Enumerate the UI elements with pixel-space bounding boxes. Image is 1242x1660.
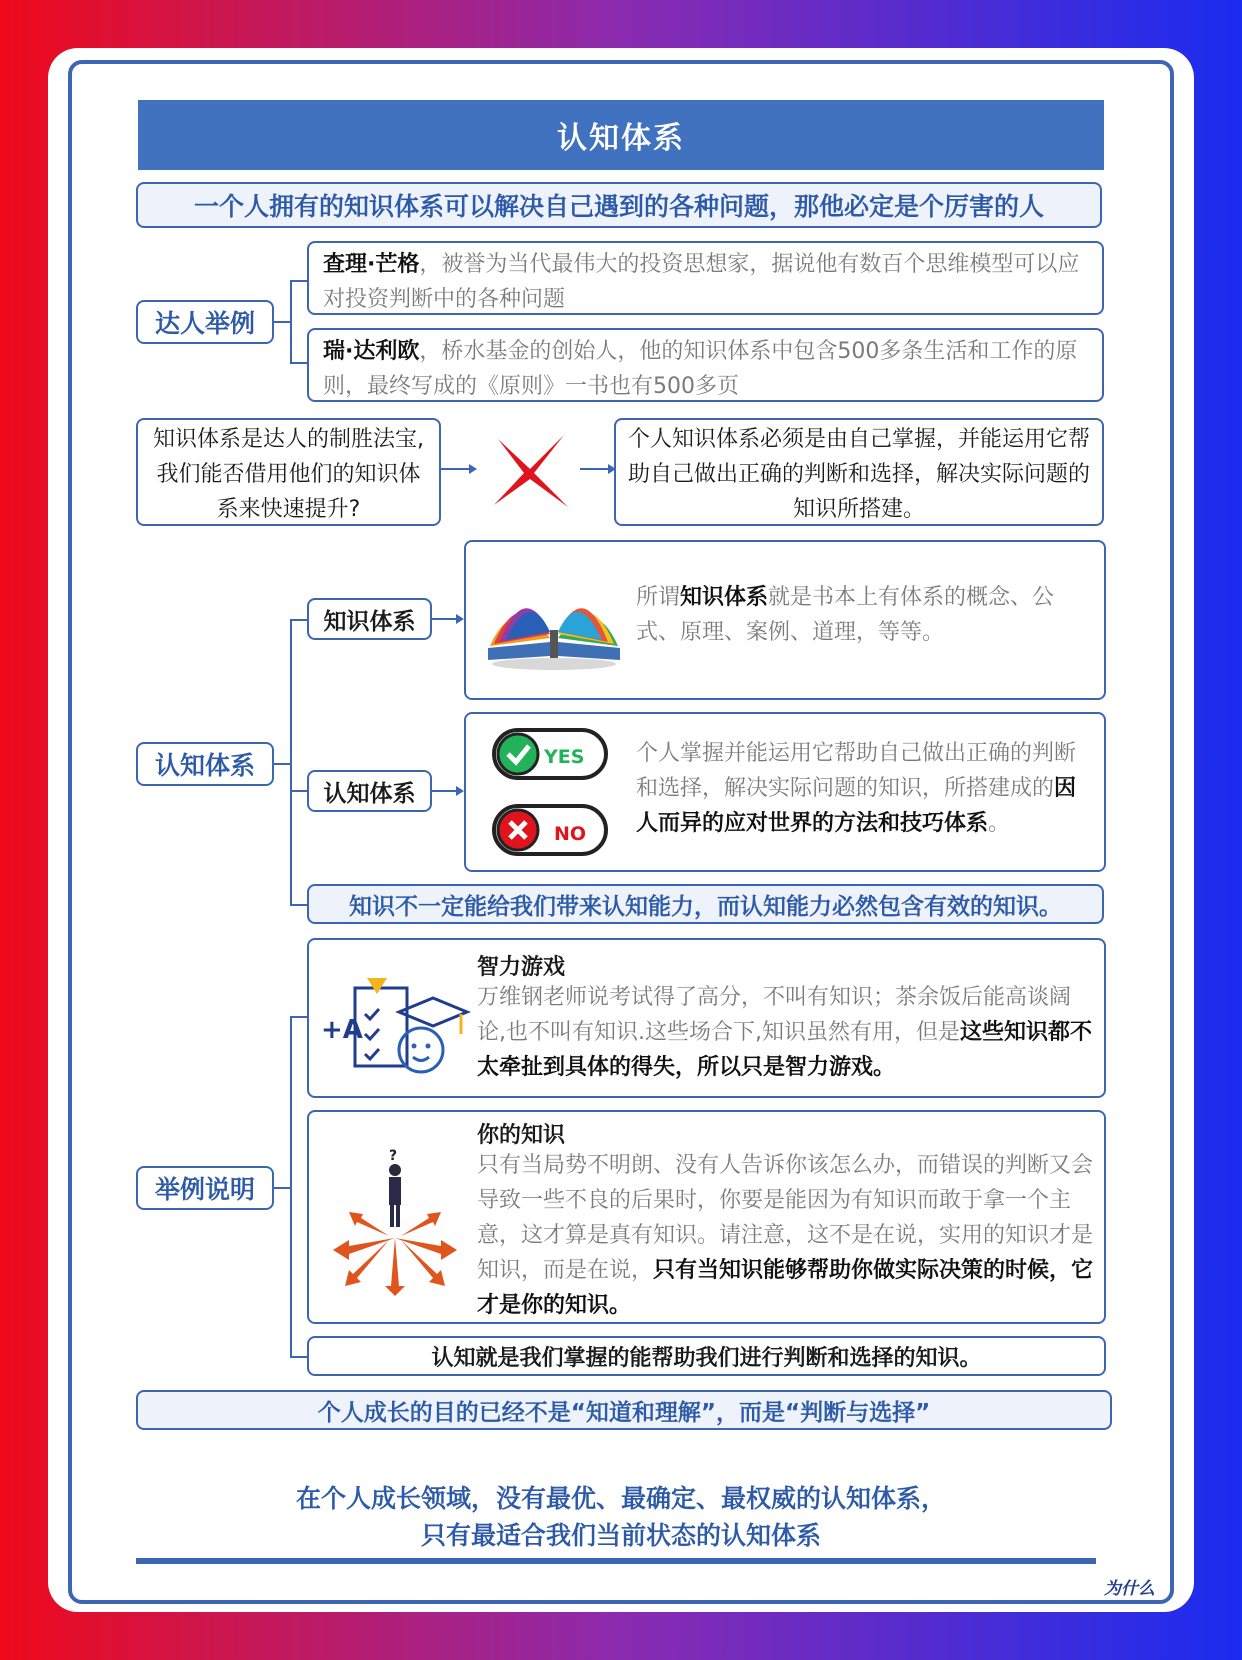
svg-text:+A: +A (321, 1015, 363, 1045)
cognition-box (464, 712, 1106, 872)
expert-name: 查理·芒格 (323, 252, 420, 277)
yes-no-toggle-icon (492, 728, 608, 780)
examples-summary: 认知就是我们掌握的能帮助我们进行判断和选择的知识。 (307, 1336, 1106, 1376)
knowledge-text: 所谓知识体系就是书本上有体系的概念、公式、原理、案例、道理，等等。 (636, 585, 1055, 645)
connector (290, 362, 308, 364)
open-book-icon (484, 582, 624, 672)
expert-munger-box: 查理·芒格，被誉为当代最伟大的投资思想家，据说他有数百个思维模型可以应对投资判断中的各种问题 (307, 241, 1104, 315)
label-cognition-system: 认知体系 (307, 770, 432, 812)
example-game-text: 万维钢老师说考试得了高分，不叫有知识；茶余饭后能高谈阔论,也不叫有知识.这些场合下,知识虽然有用，但是这些知识都不太牵扯到具体的得失，所以只是智力游戏。 (477, 985, 1092, 1080)
arrow-right-icon (441, 460, 477, 478)
growth-banner: 个人成长的目的已经不是“知道和理解”，而是“判断与选择” (136, 1390, 1112, 1430)
conclusion (138, 1480, 1104, 1554)
example-knowledge-box (307, 1110, 1106, 1324)
connector (290, 1016, 292, 1358)
connector (290, 1356, 308, 1358)
connector (290, 280, 308, 282)
arrow-right-icon (580, 460, 616, 478)
example-knowledge-title: 你的知识 (477, 1123, 566, 1148)
yes-label: YES (544, 746, 585, 768)
connector (290, 1016, 308, 1018)
arrow-right-icon (432, 610, 464, 628)
example-game-title: 智力游戏 (477, 955, 566, 980)
no-label: NO (554, 823, 587, 845)
connector (274, 1187, 291, 1189)
question-left-box: 知识体系是达人的制胜法宝,我们能否借用他们的知识体系来快速提升? (136, 418, 441, 526)
knowledge-box (464, 540, 1106, 700)
expert-dalio-box: 瑞·达利欧，桥水基金的创始人，他的知识体系中包含500多条生活和工作的原则，最终写成的《原则》一书也有500多页 (307, 328, 1104, 402)
cognition-summary: 知识不一定能给我们带来认知能力，而认知能力必然包含有效的知识。 (307, 884, 1104, 924)
example-knowledge-text: 只有当局势不明朗、没有人告诉你该怎么办，而错误的判断又会导致一些不良的后果时，你要是能因为有知识而敢于拿一个主意，这才算是真有知识。请注意，这不是在说，实用的知识才是知识，而是在说，只有当知识能够帮助你做实际决策的时候，它才是你的知识。 (477, 1153, 1094, 1318)
connector (274, 321, 291, 323)
red-x-icon (490, 433, 570, 509)
label-cognition: 认知体系 (136, 742, 274, 786)
question-right-box: 个人知识体系必须是由自己掌握，并能运用它帮助自己做出正确的判断和选择，解决实际问题的知识所搭建。 (614, 418, 1104, 526)
no-toggle-icon (492, 804, 608, 856)
connector (290, 790, 308, 792)
connector (290, 619, 292, 906)
no-toggle-wrapper (492, 804, 608, 856)
svg-text:?: ? (389, 1148, 398, 1164)
arrow-right-icon (432, 782, 464, 800)
connector (290, 904, 308, 906)
connector (290, 619, 308, 621)
label-knowledge-system: 知识体系 (307, 598, 432, 640)
conclusion-line-2: 只有最适合我们当前状态的认知体系 (420, 1521, 821, 1550)
watermark: 为什么 (1104, 1579, 1155, 1599)
cognition-text: 个人掌握并能运用它帮助自己做出正确的判断和选择，解决实际问题的知识，所搭建成的因人而异的应对世界的方法和技巧体系。 (636, 741, 1077, 836)
connector (274, 763, 291, 765)
crossroads-person-icon (329, 1146, 469, 1296)
exam-student-icon (321, 974, 471, 1084)
footer-divider (136, 1558, 1096, 1564)
expert-name: 瑞·达利欧 (323, 339, 420, 364)
label-experts: 达人举例 (136, 300, 274, 344)
connector (290, 280, 292, 363)
headline-banner: 一个人拥有的知识体系可以解决自己遇到的各种问题，那他必定是个厉害的人 (136, 182, 1102, 228)
label-examples: 举例说明 (136, 1166, 274, 1210)
page-title: 认知体系 (138, 100, 1104, 170)
example-game-box (307, 938, 1106, 1098)
conclusion-line-1: 在个人成长领域，没有最优、最确定、最权威的认知体系， (295, 1484, 946, 1513)
